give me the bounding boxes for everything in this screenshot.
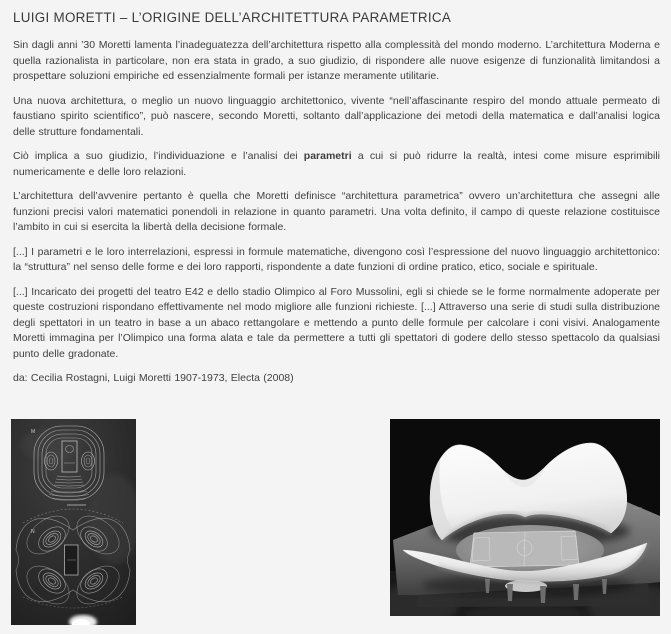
figures-row [11,419,660,625]
paragraph-6: [...] Incaricato dei progetti del teatro E42 e dello stadio Olimpico al Foro Mussolini, egli si chiede se le forme normalmente adoperate per queste costruzioni rispondano effettivamente nel modo migliore alle funzioni richieste. [...] Attraverso una serie di studi sulla distribuzione degli spettatori in un teatro in base a un abaco rettangolare e mettendo a punto delle formule per calcolare i coni visivi. Analogamente Moretti immagina per l’Olimpico una forma alata e tale da permettere a tutti gli spettatori di godere dello stesso spettacolo da qualsiasi punto delle gradonate. [13,285,660,360]
paragraph-3 [13,149,660,180]
keyword-parametri: parametri [303,150,352,162]
figure-isoptic-contour-diagrams [11,419,136,625]
diagram-bottom-label: N [31,529,35,535]
paragraph-3-tail: a cui si può ridurre la realtà, intesi come misure esprimibili numericamente e delle loro relazioni. [13,150,660,178]
stadium-model-photo [390,419,660,616]
paragraph-1: Sin dagli anni ’30 Moretti lamenta l’inadeguatezza dell’architettura rispetto alla complessità del mondo moderno. L’architettura Moderna e quella razionalista in particolare, non era stata in grado, a suo giudizio, di rispondere alle nuove esigenze di funzionalità limitandosi a prospettare soluzioni empiriche ed essenzialmente formali per istanze meramente utilitarie. [13,39,660,82]
figure-stadium-model [390,419,660,616]
paragraph-5: [...] I parametri e le loro interrelazioni, espressi in formule matematiche, divengono così l’espressione del nuovo linguaggio architettonico: la “struttura” nel senso delle forme e dei loro rapporti, rispondente a date funzioni di ordine pratico, etico, sociale e spirituale. [13,245,660,273]
paragraph-2: Una nuova architettura, o meglio un nuovo linguaggio architettonico, vivente “nell’affascinante respiro del mondo attuale permeato di faustiano spirito scientifico”, può nascere, secondo Moretti, soltanto dall’applicazione dei metodi della matematica e dall’analisi logica delle strutture fondamentali. [13,94,660,138]
citation-line: da: Cecilia Rostagni, Luigi Moretti 1907-1973, Electa (2008) [13,372,294,384]
article-text-block [13,8,660,419]
contour-diagrams-photo [11,419,136,625]
diagram-top-label: M [31,429,36,435]
paragraph-3-lead: Ciò implica a suo giudizio, l’individuazione e l’analisi dei [13,150,304,162]
page-title: LUIGI MORETTI – L’ORIGINE DELL’ARCHITETTURA PARAMETRICA [13,10,452,25]
paragraph-4: L’architettura dell’avvenire pertanto è quella che Moretti definisce “architettura parametrica” ovvero un’architettura che assegni alle funzioni precisi valori matematici ponendoli in relazione in quanto parametri. Una volta definito, il campo di queste relazione costituisce l’ambito in cui si esercita la libertà della decisione formale. [13,190,660,233]
